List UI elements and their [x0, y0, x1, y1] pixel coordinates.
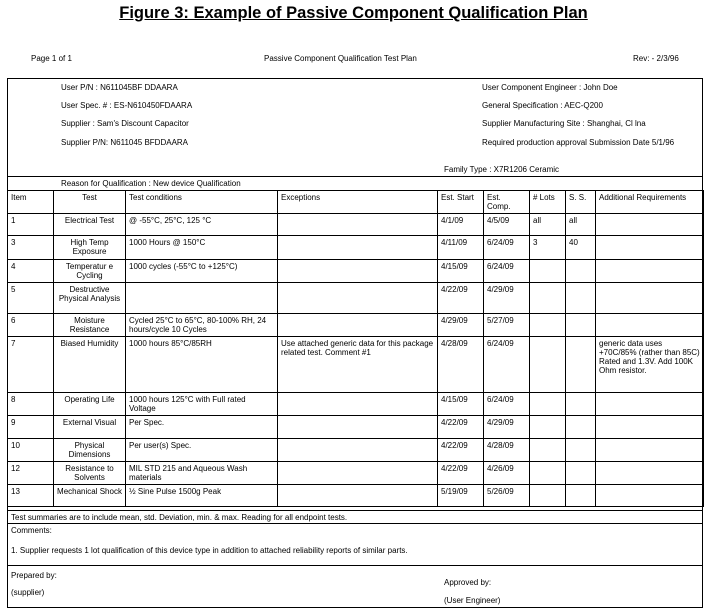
start-cell: 4/22/09	[438, 416, 484, 439]
sample-size-cell	[566, 337, 596, 393]
user-pn: User P/N : N611045BF DDAARA	[61, 83, 178, 92]
conditions-cell: 1000 hours 125°C with Full rated Voltage	[126, 393, 278, 416]
exceptions-cell: Use attached generic data for this package related test. Comment #1	[278, 337, 438, 393]
test-cell: Destructive Physical Analysis	[54, 283, 126, 314]
exceptions-cell	[278, 439, 438, 462]
sample-size-cell	[566, 314, 596, 337]
completion-cell: 4/29/09	[484, 416, 530, 439]
start-cell: 4/15/09	[438, 393, 484, 416]
lots-cell	[530, 260, 566, 283]
supplier-signature-label: (supplier)	[11, 588, 45, 597]
requirements-cell	[596, 393, 704, 416]
user-engineer-signature-label: (User Engineer)	[444, 596, 501, 605]
divider	[7, 176, 703, 177]
document-title: Passive Component Qualification Test Plan	[264, 54, 417, 63]
supplier: Supplier : Sam's Discount Capacitor	[61, 119, 189, 128]
sample-size-cell: 40	[566, 236, 596, 260]
conditions-cell: 1000 cycles (-55°C to +125°C)	[126, 260, 278, 283]
test-cell: Electrical Test	[54, 214, 126, 236]
column-header: # Lots	[530, 191, 566, 214]
item-cell: 4	[8, 260, 54, 283]
exceptions-cell	[278, 283, 438, 314]
exceptions-cell	[278, 416, 438, 439]
conditions-cell: Per Spec.	[126, 416, 278, 439]
table-row	[8, 485, 704, 507]
item-cell: 13	[8, 485, 54, 507]
general-specification: General Specification : AEC-Q200	[482, 101, 603, 110]
lots-cell	[530, 393, 566, 416]
start-cell: 4/11/09	[438, 236, 484, 260]
sample-size-cell	[566, 485, 596, 507]
approval-submission-date: Required production approval Submission Date 5/1/96	[482, 138, 675, 147]
item-cell: 6	[8, 314, 54, 337]
table-header-row	[8, 191, 704, 214]
conditions-cell: Per user(s) Spec.	[126, 439, 278, 462]
table-row	[8, 462, 704, 485]
item-cell: 9	[8, 416, 54, 439]
revision: Rev: - 2/3/96	[633, 54, 679, 63]
requirements-cell	[596, 236, 704, 260]
column-header: Est. Start	[438, 191, 484, 214]
completion-cell: 6/24/09	[484, 393, 530, 416]
sample-size-cell	[566, 439, 596, 462]
requirements-cell	[596, 314, 704, 337]
divider	[7, 510, 703, 511]
requirements-cell: generic data uses +70C/85% (rather than 85C) Rated and 1.3V. Add 100K Ohm resistor.	[596, 337, 704, 393]
test-cell: External Visual	[54, 416, 126, 439]
figure-title: Figure 3: Example of Passive Component Qualification Plan	[119, 4, 588, 22]
lots-cell	[530, 416, 566, 439]
column-header: Item	[8, 191, 54, 214]
sample-size-cell: all	[566, 214, 596, 236]
test-cell: Moisture Resistance	[54, 314, 126, 337]
test-cell: Operating Life	[54, 393, 126, 416]
item-cell: 5	[8, 283, 54, 314]
conditions-cell: Cycled 25°C to 65°C, 80-100% RH, 24 hours/cycle 10 Cycles	[126, 314, 278, 337]
approved-by: Approved by:	[444, 578, 492, 587]
test-cell: Temperatur e Cycling	[54, 260, 126, 283]
item-cell: 8	[8, 393, 54, 416]
start-cell: 4/15/09	[438, 260, 484, 283]
lots-cell: 3	[530, 236, 566, 260]
table-row	[8, 314, 704, 337]
start-cell: 4/28/09	[438, 337, 484, 393]
requirements-cell	[596, 485, 704, 507]
lots-cell: all	[530, 214, 566, 236]
column-header: Test conditions	[126, 191, 278, 214]
lots-cell	[530, 439, 566, 462]
exceptions-cell	[278, 260, 438, 283]
completion-cell: 5/27/09	[484, 314, 530, 337]
item-cell: 3	[8, 236, 54, 260]
completion-cell: 6/24/09	[484, 337, 530, 393]
family-type: Family Type : X7R1206 Ceramic	[444, 165, 560, 174]
sample-size-cell	[566, 416, 596, 439]
column-header: Test	[54, 191, 126, 214]
table-row	[8, 337, 704, 393]
sample-size-cell	[566, 462, 596, 485]
sample-size-cell	[566, 393, 596, 416]
table-row	[8, 236, 704, 260]
manufacturing-site: Supplier Manufacturing Site : Shanghai, Cl lna	[482, 119, 646, 128]
test-cell: Physical Dimensions	[54, 439, 126, 462]
lots-cell	[530, 485, 566, 507]
completion-cell: 6/24/09	[484, 260, 530, 283]
qualification-table	[7, 190, 704, 507]
completion-cell: 6/24/09	[484, 236, 530, 260]
component-engineer: User Component Engineer : John Doe	[482, 83, 618, 92]
summary-note: Test summaries are to include mean, std. Deviation, min. & max. Reading for all endpoint tests.	[11, 513, 348, 522]
conditions-cell	[126, 283, 278, 314]
requirements-cell	[596, 214, 704, 236]
divider	[7, 523, 703, 524]
item-cell: 7	[8, 337, 54, 393]
conditions-cell: @ -55°C, 25°C, 125 °C	[126, 214, 278, 236]
exceptions-cell	[278, 462, 438, 485]
lots-cell	[530, 283, 566, 314]
requirements-cell	[596, 439, 704, 462]
test-cell: Biased Humidity	[54, 337, 126, 393]
test-cell: High Temp Exposure	[54, 236, 126, 260]
lots-cell	[530, 314, 566, 337]
test-cell: Mechanical Shock	[54, 485, 126, 507]
user-spec: User Spec. # : ES-N610450FDAARA	[61, 101, 193, 110]
conditions-cell: MIL STD 215 and Aqueous Wash materials	[126, 462, 278, 485]
supplier-pn: Supplier P/N: N611045 BFDDAARA	[61, 138, 189, 147]
exceptions-cell	[278, 214, 438, 236]
item-cell: 1	[8, 214, 54, 236]
comment-1: 1. Supplier requests 1 lot qualification of this device type in addition to attached reliability reports of similar parts.	[11, 546, 408, 555]
table-row	[8, 393, 704, 416]
start-cell: 4/29/09	[438, 314, 484, 337]
conditions-cell: ½ Sine Pulse 1500g Peak	[126, 485, 278, 507]
sample-size-cell	[566, 283, 596, 314]
completion-cell: 4/5/09	[484, 214, 530, 236]
column-header: S. S.	[566, 191, 596, 214]
table-row	[8, 439, 704, 462]
exceptions-cell	[278, 393, 438, 416]
completion-cell: 5/26/09	[484, 485, 530, 507]
exceptions-cell	[278, 314, 438, 337]
requirements-cell	[596, 260, 704, 283]
table-row	[8, 416, 704, 439]
sample-size-cell	[566, 260, 596, 283]
conditions-cell: 1000 Hours @ 150°C	[126, 236, 278, 260]
conditions-cell: 1000 hours 85°C/85RH	[126, 337, 278, 393]
item-cell: 10	[8, 439, 54, 462]
requirements-cell	[596, 283, 704, 314]
column-header: Est. Comp.	[484, 191, 530, 214]
start-cell: 4/22/09	[438, 283, 484, 314]
table-row	[8, 260, 704, 283]
item-cell: 12	[8, 462, 54, 485]
column-header: Additional Requirements	[596, 191, 704, 214]
completion-cell: 4/29/09	[484, 283, 530, 314]
requirements-cell	[596, 462, 704, 485]
comments-label: Comments:	[11, 526, 52, 535]
table-row	[8, 283, 704, 314]
completion-cell: 4/26/09	[484, 462, 530, 485]
qualification-reason: Reason for Qualification : New device Qualification	[61, 179, 241, 188]
table-row	[8, 214, 704, 236]
divider	[7, 565, 703, 566]
lots-cell	[530, 337, 566, 393]
exceptions-cell	[278, 485, 438, 507]
start-cell: 4/22/09	[438, 462, 484, 485]
page-number: Page 1 of 1	[31, 54, 72, 63]
lots-cell	[530, 462, 566, 485]
column-header: Exceptions	[278, 191, 438, 214]
exceptions-cell	[278, 236, 438, 260]
start-cell: 5/19/09	[438, 485, 484, 507]
requirements-cell	[596, 416, 704, 439]
start-cell: 4/22/09	[438, 439, 484, 462]
completion-cell: 4/28/09	[484, 439, 530, 462]
prepared-by: Prepared by:	[11, 571, 57, 580]
start-cell: 4/1/09	[438, 214, 484, 236]
test-cell: Resistance to Solvents	[54, 462, 126, 485]
